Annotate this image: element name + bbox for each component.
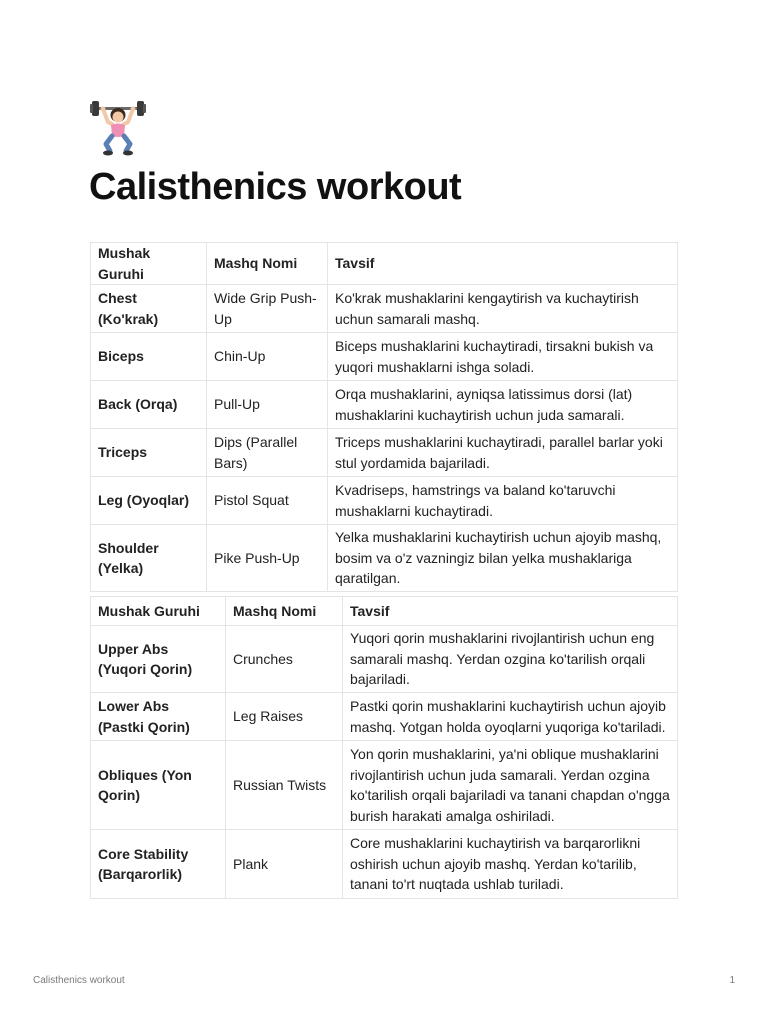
weightlifter-icon [90, 100, 146, 158]
muscle-group-cell: Leg (Oyoqlar) [91, 477, 207, 525]
column-header-group: Mushak Guruhi [91, 597, 226, 626]
muscle-group-cell: Obliques (Yon Qorin) [91, 741, 226, 830]
table-header-row [91, 243, 678, 285]
description-cell: Yelka mushaklarini kuchaytirish uchun ajoyib mashq, bosim va o'z vazningiz bilan yelka mushaklariga qaratilgan. [328, 525, 678, 592]
exercise-cell: Pull-Up [207, 381, 328, 429]
muscle-group-cell: Core Stability (Barqarorlik) [91, 830, 226, 899]
muscle-group-cell: Back (Orqa) [91, 381, 207, 429]
footer-page-number: 1 [729, 975, 735, 986]
page-title: Calisthenics workout [89, 166, 462, 208]
description-cell: Triceps mushaklarini kuchaytiradi, parallel barlar yoki stul yordamida bajariladi. [328, 429, 678, 477]
column-header-exercise: Mashq Nomi [207, 243, 328, 285]
workout-table-2 [90, 596, 678, 899]
table-row [91, 477, 678, 525]
exercise-cell: Leg Raises [226, 693, 343, 741]
muscle-group-cell: Lower Abs (Pastki Qorin) [91, 693, 226, 741]
table-row [91, 285, 678, 333]
muscle-group-cell: Upper Abs (Yuqori Qorin) [91, 626, 226, 693]
table-row [91, 626, 678, 693]
muscle-group-cell: Biceps [91, 333, 207, 381]
table-row [91, 830, 678, 899]
table-row [91, 525, 678, 592]
table-row [91, 741, 678, 830]
description-cell: Yon qorin mushaklarini, ya'ni oblique mushaklarini rivojlantirish uchun juda samarali. Yerdan ozgina ko'tarilish orqali bajariladi va tanani chapdan o'ngga burish harakati amalga oshiriladi. [343, 741, 678, 830]
description-cell: Ko'krak mushaklarini kengaytirish va kuchaytirish uchun samarali mashq. [328, 285, 678, 333]
description-cell: Pastki qorin mushaklarini kuchaytirish uchun ajoyib mashq. Yotgan holda oyoqlarni yuqoriga ko'tariladi. [343, 693, 678, 741]
muscle-group-cell: Shoulder (Yelka) [91, 525, 207, 592]
footer-document-title: Calisthenics workout [33, 975, 125, 986]
exercise-cell: Chin-Up [207, 333, 328, 381]
table-row [91, 693, 678, 741]
exercise-cell: Plank [226, 830, 343, 899]
column-header-exercise: Mashq Nomi [226, 597, 343, 626]
description-cell: Yuqori qorin mushaklarini rivojlantirish uchun eng samarali mashq. Yerdan ozgina ko'tarilish orqali bajariladi. [343, 626, 678, 693]
exercise-cell: Wide Grip Push-Up [207, 285, 328, 333]
table-row [91, 429, 678, 477]
exercise-cell: Dips (Parallel Bars) [207, 429, 328, 477]
column-header-description: Tavsif [343, 597, 678, 626]
exercise-cell: Pistol Squat [207, 477, 328, 525]
exercise-cell: Crunches [226, 626, 343, 693]
exercise-cell: Pike Push-Up [207, 525, 328, 592]
muscle-group-cell: Triceps [91, 429, 207, 477]
description-cell: Orqa mushaklarini, ayniqsa latissimus dorsi (lat) mushaklarini kuchaytirish uchun juda samarali. [328, 381, 678, 429]
table-row [91, 381, 678, 429]
description-cell: Biceps mushaklarini kuchaytiradi, tirsakni bukish va yuqori mushaklarni ishga soladi. [328, 333, 678, 381]
workout-table-1 [90, 242, 678, 592]
table-row [91, 333, 678, 381]
column-header-description: Tavsif [328, 243, 678, 285]
description-cell: Kvadriseps, hamstrings va baland ko'taruvchi mushaklarni kuchaytiradi. [328, 477, 678, 525]
column-header-group: Mushak Guruhi [91, 243, 207, 285]
exercise-cell: Russian Twists [226, 741, 343, 830]
table-header-row [91, 597, 678, 626]
description-cell: Core mushaklarini kuchaytirish va barqarorlikni oshirish uchun ajoyib mashq. Yerdan ko'tarilib, tanani to'rt nuqtada ushlab turiladi. [343, 830, 678, 899]
muscle-group-cell: Chest (Ko'krak) [91, 285, 207, 333]
